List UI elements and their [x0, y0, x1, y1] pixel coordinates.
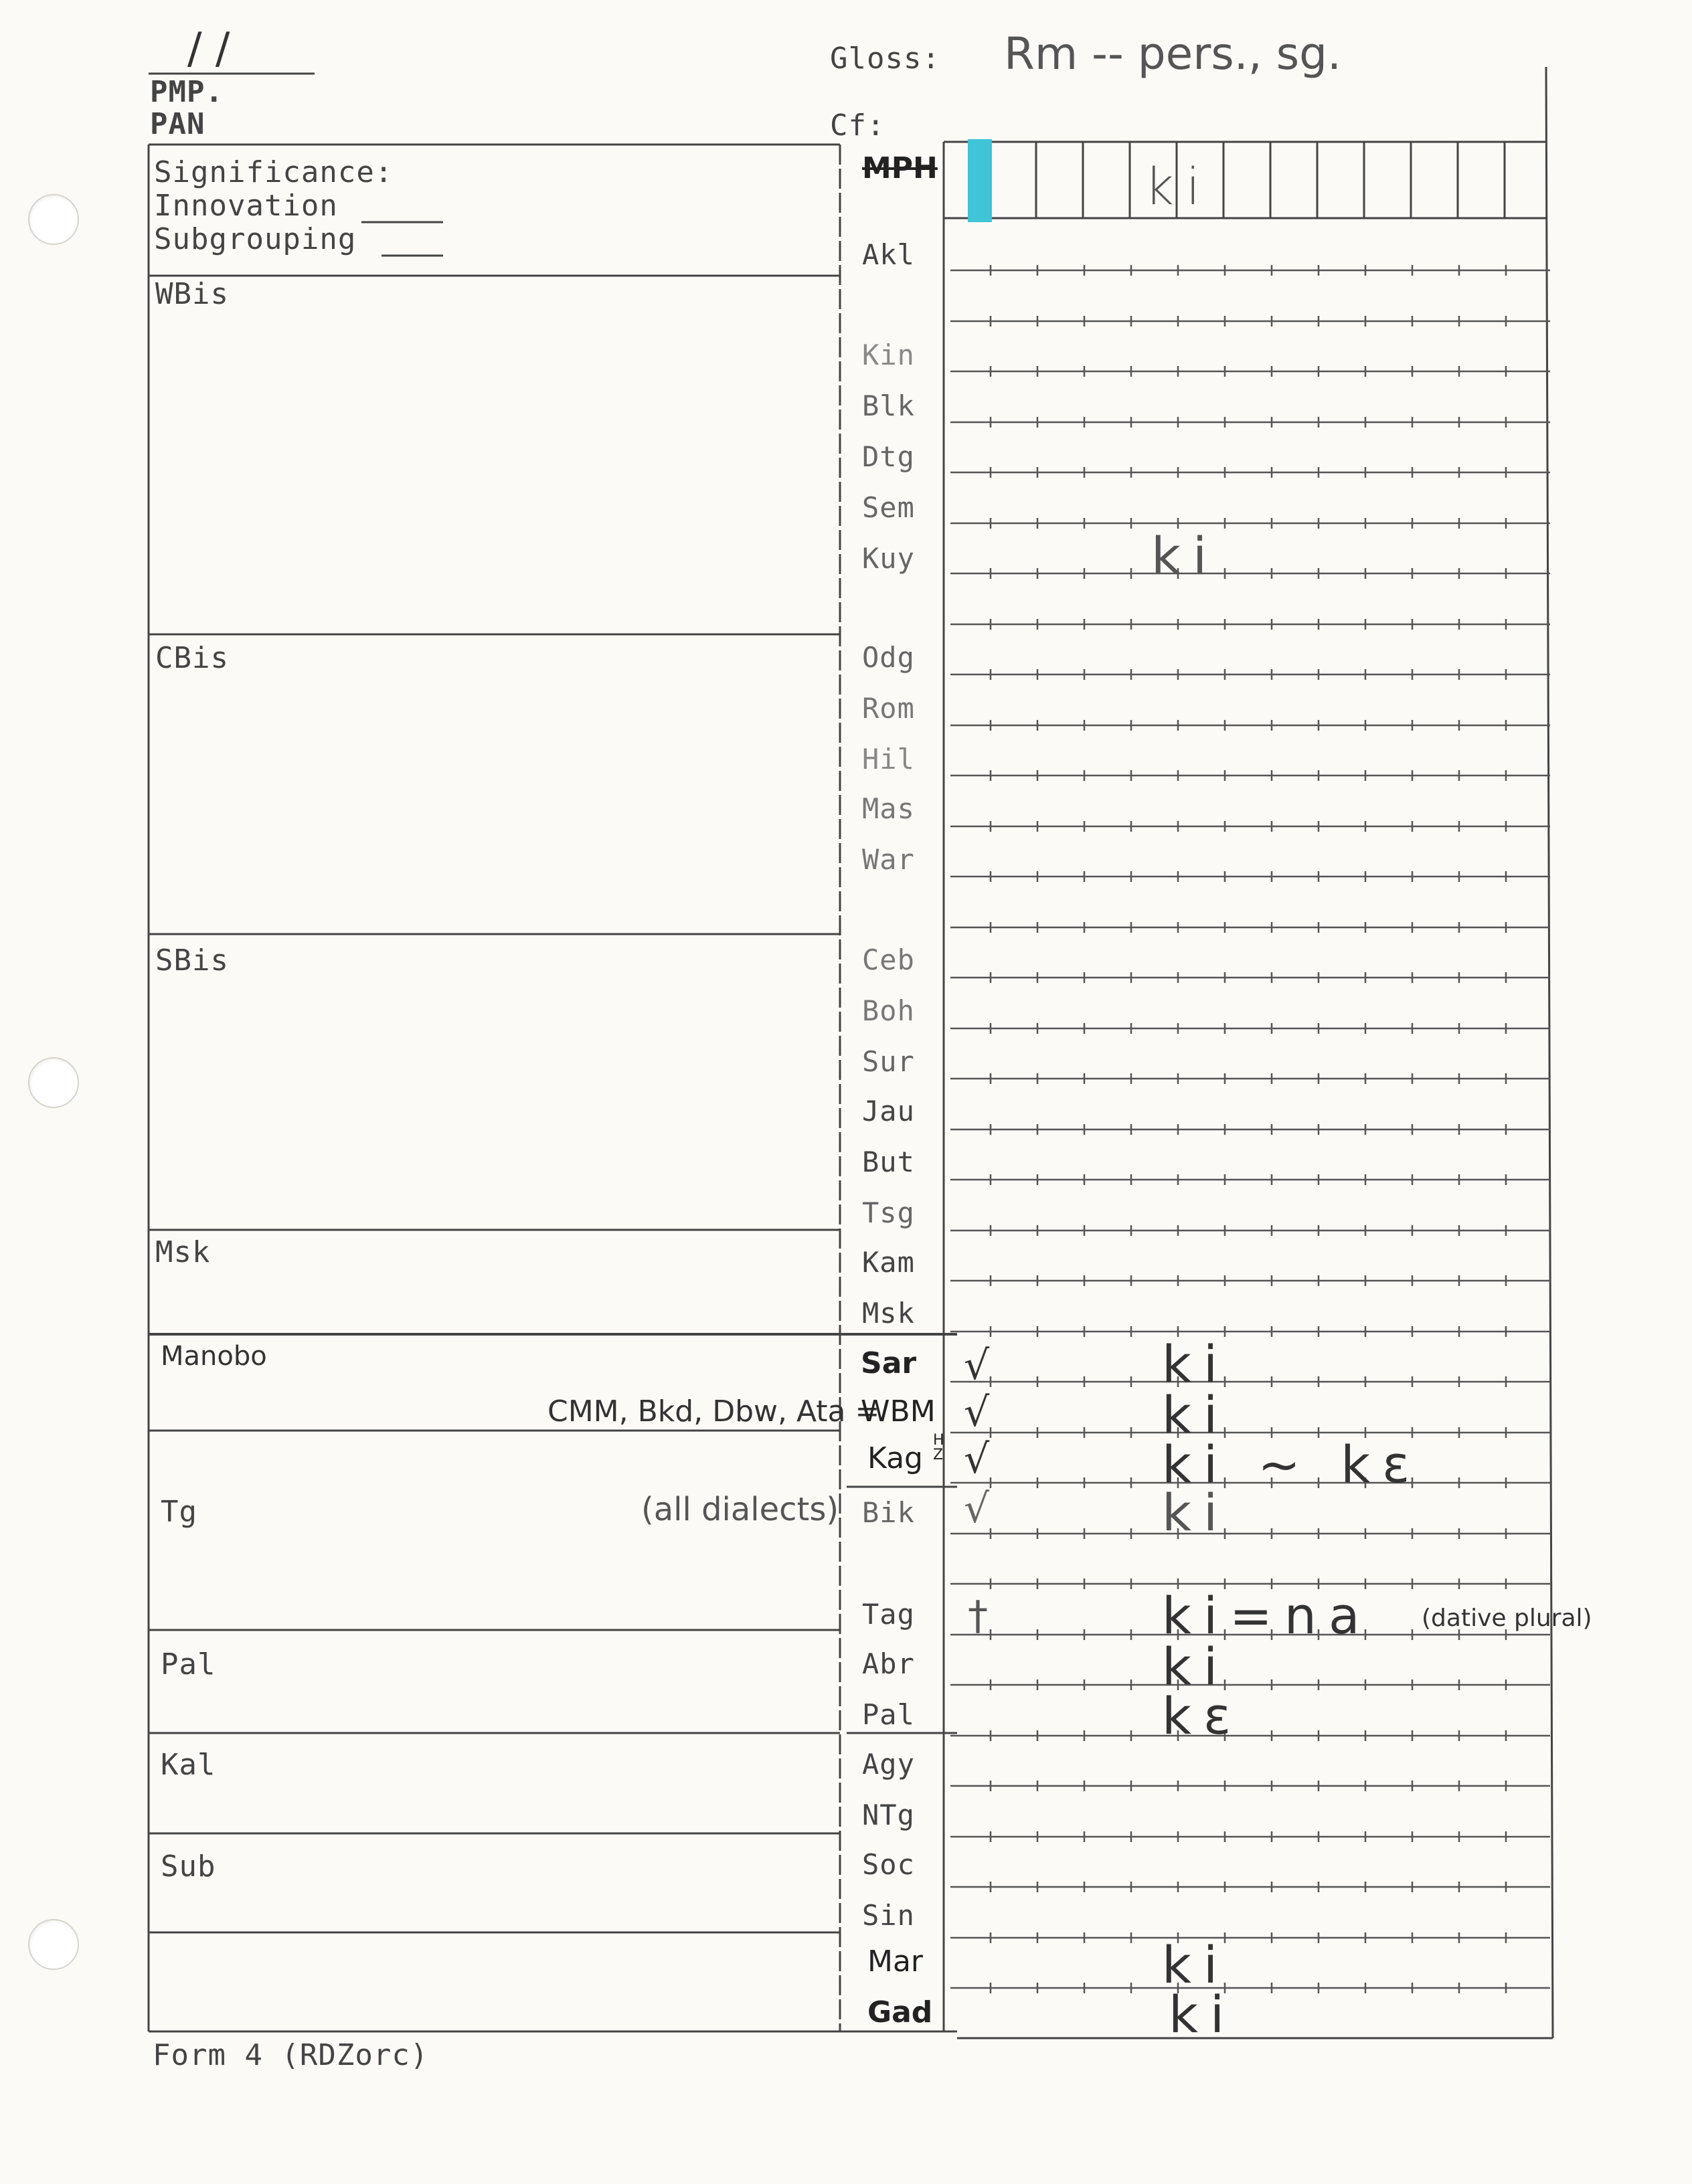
group-pal: Pal: [161, 1647, 216, 1681]
lang-msk: Msk: [862, 1297, 915, 1330]
form-footer-label: Form 4 (RDZorc): [153, 2038, 429, 2072]
group-msk: Msk: [155, 1235, 211, 1269]
group-sbis: SBis: [155, 943, 229, 978]
lang-tag: Tag: [862, 1598, 915, 1631]
group-kal: Kal: [161, 1748, 216, 1782]
check-wbm: √: [964, 1389, 990, 1436]
lang-kag: Kag: [867, 1441, 923, 1475]
lang-pal: Pal: [862, 1698, 915, 1731]
form-pal: kɛ: [1162, 1686, 1244, 1746]
lang-ceb: Ceb: [862, 943, 915, 976]
check-kag: √: [964, 1436, 990, 1483]
highlight-mark: [968, 139, 992, 222]
lang-soc: Soc: [862, 1848, 915, 1881]
form-bik: ki: [1162, 1483, 1230, 1542]
lang-kin: Kin: [862, 339, 915, 371]
lang-sin: Sin: [862, 1899, 915, 1932]
lang-bik: Bik: [862, 1496, 915, 1529]
lang-blk: Blk: [862, 389, 915, 422]
lang-mas: Mas: [862, 792, 915, 825]
lang-hil: Hil: [862, 743, 915, 776]
form-tag-note: (dative plural): [1422, 1605, 1592, 1632]
lang-abr: Abr: [862, 1647, 915, 1680]
lang-tsg: Tsg: [862, 1196, 915, 1229]
gloss-label: Gloss:: [830, 41, 940, 76]
group-cbis: CBis: [155, 641, 229, 675]
form-kag: ki ~ kɛ: [1162, 1435, 1422, 1494]
manobo-note: CMM, Bkd, Dbw, Ata =: [547, 1394, 880, 1429]
group-manobo: Manobo: [161, 1341, 267, 1372]
lang-wbm: WBM: [861, 1394, 936, 1429]
lang-akl: Akl: [862, 238, 915, 271]
lang-odg: Odg: [862, 641, 915, 674]
check-bik: √: [964, 1485, 990, 1532]
tg-note: (all dialects): [641, 1491, 839, 1528]
innovation-label: Innovation: [154, 189, 338, 223]
date-field: / /: [187, 24, 230, 74]
group-wbis: WBis: [155, 277, 229, 311]
form-abr: ki: [1162, 1637, 1230, 1696]
lang-rom: Rom: [862, 692, 915, 725]
subgrouping-label: Subgrouping: [154, 222, 357, 256]
lang-kam: Kam: [862, 1246, 915, 1279]
lang-but: But: [862, 1146, 915, 1178]
form-wbm: ki: [1162, 1385, 1230, 1445]
lang-sar: Sar: [861, 1346, 917, 1380]
group-sub: Sub: [161, 1849, 216, 1884]
lang-gad: Gad: [867, 1995, 933, 2029]
lang-boh: Boh: [862, 994, 915, 1027]
check-tag: †: [968, 1592, 988, 1639]
lang-sur: Sur: [862, 1045, 915, 1078]
lang-kag-superscript: H Z: [933, 1432, 944, 1463]
form-mar: ki: [1162, 1935, 1230, 1995]
group-tg: Tg: [161, 1495, 197, 1529]
cf-label: Cf:: [830, 108, 885, 143]
form-gad: ki: [1169, 1985, 1237, 2044]
lang-mar: Mar: [867, 1944, 924, 1979]
form-kuy: ki: [1151, 526, 1219, 585]
form-mph: ki: [1145, 157, 1213, 216]
lang-kuy: Kuy: [862, 542, 915, 575]
check-sar: √: [964, 1342, 990, 1389]
lang-sem: Sem: [862, 491, 915, 524]
proto-pan-label: PAN: [150, 107, 205, 141]
gloss-value: Rm -- pers., sg.: [1004, 28, 1341, 80]
lang-agy: Agy: [862, 1748, 915, 1781]
lang-jau: Jau: [862, 1095, 915, 1127]
lang-ntg: NTg: [862, 1799, 915, 1831]
proto-pmp-label: PMP.: [150, 75, 224, 109]
lang-war: War: [862, 843, 915, 876]
form-sar: ki: [1162, 1334, 1230, 1394]
form-tag: ki=na: [1162, 1586, 1372, 1645]
lang-dtg: Dtg: [862, 440, 915, 473]
significance-title: Significance:: [154, 155, 394, 189]
lang-mph: MPH: [862, 151, 938, 185]
